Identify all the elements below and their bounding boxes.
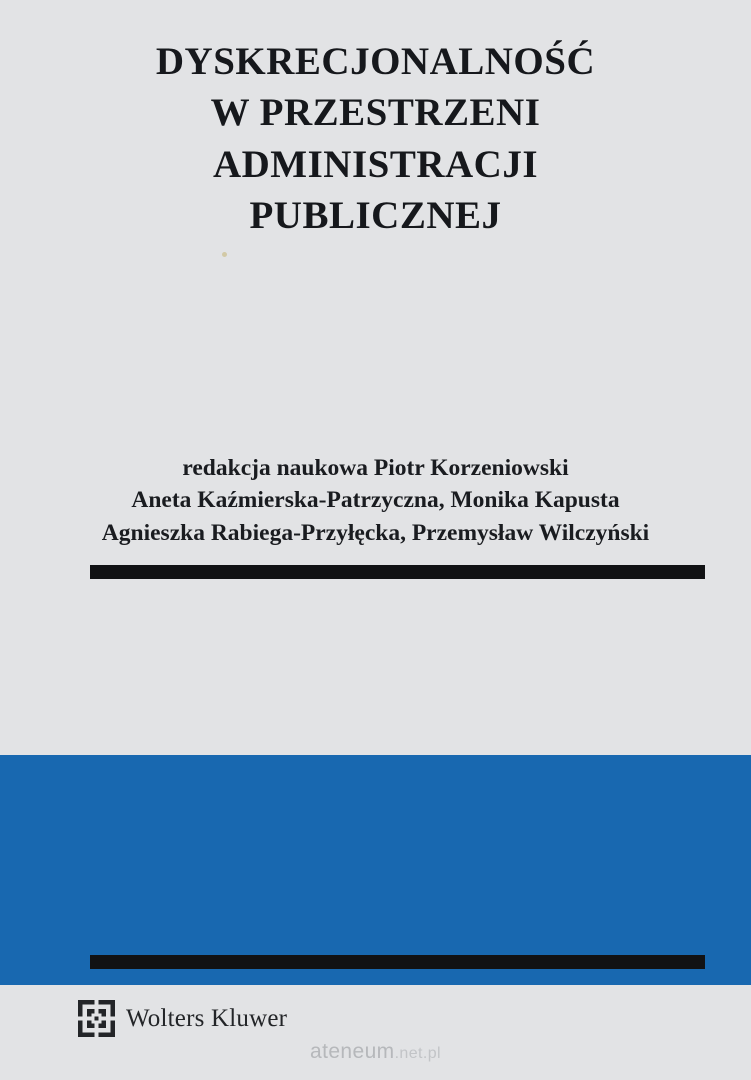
publisher-logo	[78, 1000, 287, 1037]
site-watermark	[0, 1040, 751, 1064]
wolters-kluwer-mark-icon	[78, 1000, 115, 1037]
blue-band-edge	[0, 755, 90, 985]
title-line-2: W PRZESTRZENI	[210, 91, 541, 135]
print-speck	[222, 252, 227, 257]
divider-rule-bottom	[90, 955, 705, 969]
watermark-domain-text: .net.pl	[394, 1045, 441, 1062]
title-line-3: ADMINISTRACJI	[212, 142, 539, 186]
divider-rule-top	[90, 565, 705, 579]
title-line-4: PUBLICZNEJ	[249, 194, 502, 238]
blue-band	[0, 755, 751, 985]
editor-line-2: Aneta Kaźmierska-Patrzyczna, Monika Kapusta	[131, 487, 620, 514]
publisher-name: Wolters Kluwer	[126, 1004, 288, 1032]
editors-credits	[0, 452, 751, 549]
editor-line-3: Agnieszka Rabiega-Przyłęcka, Przemysław Wilczyński	[101, 519, 650, 546]
editor-line-1: redakcja naukowa Piotr Korzeniowski	[182, 455, 569, 481]
watermark-main-text: ateneum	[310, 1040, 395, 1063]
book-title	[0, 36, 751, 242]
title-line-1: DYSKRECJONALNOŚĆ	[155, 40, 596, 83]
